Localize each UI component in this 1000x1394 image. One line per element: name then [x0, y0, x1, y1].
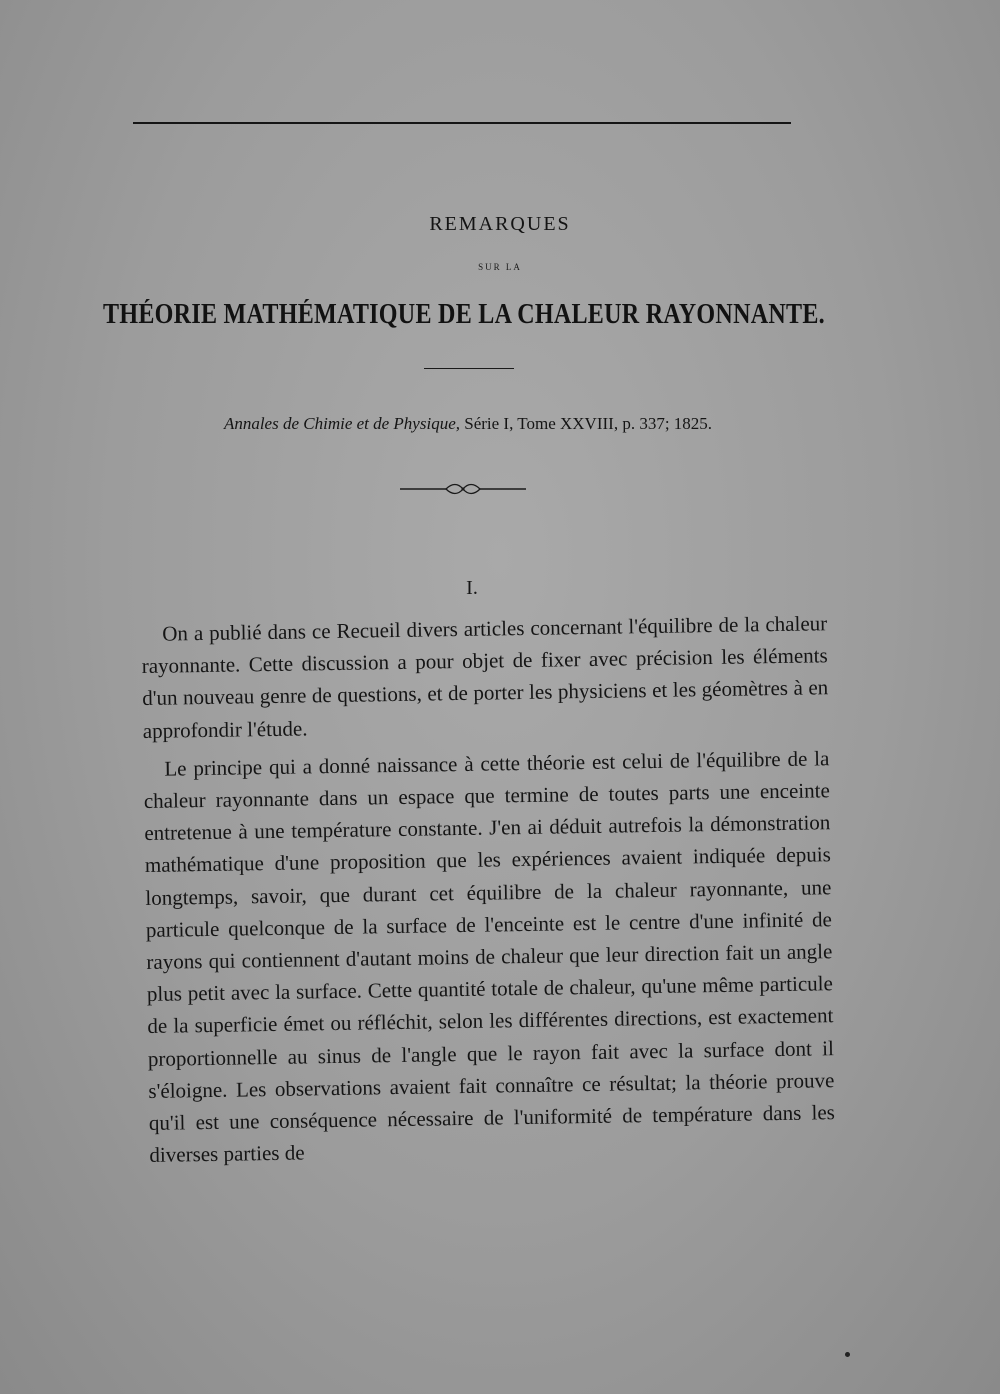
citation — [0, 414, 936, 434]
ink-speck — [845, 1352, 850, 1357]
section-number: I. — [466, 577, 478, 599]
citation-journal: Annales de Chimie et de Physique, — [223, 414, 460, 433]
heading-remarques: REMARQUES — [429, 213, 571, 235]
ornament-divider — [398, 482, 528, 496]
article-title: THÉORIE MATHÉMATIQUE DE LA CHALEUR RAYONNANTE. — [103, 299, 825, 330]
paragraph-2: Le principe qui a donné naissance à cette théorie est celui de l'équilibre de la chaleur rayonnante dans un espace que termine de toutes parts une enceinte entretenue à une température constante. J'en ai déduit autrefois la démonstration mathématique d'une proposition que les expériences avaient indiquée depuis longtemps, savoir, que durant cet équilibre de la chaleur rayonnante, une particule quelconque de la surface de l'enceinte est le centre d'une infinité de rayons qui contiennent d'autant moins de chaleur que leur direction fait un angle plus petit avec la surface. Cette quantité totale de chaleur, qu'une même particule de la superficie émet ou réfléchit, selon les différentes directions, est exactement proportionnelle au sinus de l'angle que le rayon fait avec la surface dont il s'éloigne. Les observations avaient fait connaître ce résultat; la théorie prouve qu'il est une conséquence nécessaire de l'uniformité de température dans les diverses parties de — [143, 746, 836, 1168]
top-rule — [133, 122, 791, 124]
body-text — [141, 607, 836, 1171]
paragraph-1: On a publié dans ce Recueil divers articles concernant l'équilibre de la chaleur rayonnante. Cette discussion a pour objet de fixer avec précision les éléments d'un nouveau genre de questions, et de porter les physiciens et les géomètres à en approfondir l'étude. — [141, 611, 829, 743]
citation-details: Série I, Tome XXVIII, p. 337; 1825. — [460, 414, 713, 433]
title-divider — [424, 368, 514, 369]
heading-sur-la: SUR LA — [478, 262, 522, 272]
